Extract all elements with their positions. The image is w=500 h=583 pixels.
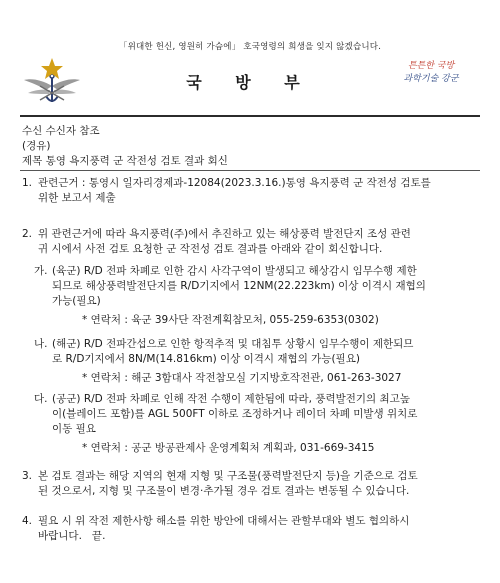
paragraph-line: 바랍니다. 끝.	[38, 530, 106, 542]
slogan-line-1: 튼튼한 국방	[407, 61, 455, 71]
paragraph-line: 로 R/D기지에서 8N/M(14.816km) 이상 이격시 재협의 가능(필요)	[52, 353, 360, 365]
paragraph-line: 되므로 해상풍력발전단지를 R/D기지에서 12NM(22.223km) 이상 이격시 재협의	[52, 280, 426, 292]
contact-line: * 연락처 : 육군 39사단 작전계획참모처, 055-259-6353(0302)	[82, 314, 379, 326]
memorial-motto: 「위대한 헌신, 영원히 가슴에」 호국영령의 희생을 잊지 않겠습니다.	[118, 42, 382, 52]
paragraph-3	[22, 469, 482, 499]
paragraph-4	[22, 514, 482, 544]
paragraph-line: 이(블레이드 포함)를 AGL 500FT 이하로 조정하거나 레이더 차폐 미발생 위치로	[52, 408, 418, 420]
contact-line: * 연락처 : 공군 방공관제사 운영계획처 계획과, 031-669-3415	[82, 442, 375, 454]
paragraph-line: 본 검토 결과는 해당 지역의 현재 지형 및 구조물(풍력발전단지 등)을 기준으로 검토	[38, 470, 418, 482]
slogan	[396, 60, 466, 86]
subparagraph-number: 가.	[34, 265, 48, 277]
paragraph-line: 이동 필요	[52, 423, 96, 435]
paragraph-line: 관련근거 : 통영시 일자리경제과-12084(2023.3.16.)통영 욕지풍력 군 작전성 검토를	[38, 177, 431, 189]
paragraph-line: 된 것으로서, 지형 및 구조물이 변경·추가될 경우 검토 결과는 변동될 수 있습니다.	[38, 485, 410, 497]
subparagraph-number: 나.	[34, 338, 48, 350]
subparagraph-ga	[34, 264, 484, 328]
subparagraph-number: 다.	[34, 393, 48, 405]
paragraph-line: (육군) R/D 전파 차폐로 인한 감시 사각구역이 발생되고 해상감시 임무수행 제한	[52, 265, 417, 277]
paragraph-line: 위 관련근거에 따라 욕지풍력(주)에서 추진하고 있는 해상풍력 발전단지 조성 관련	[38, 228, 411, 240]
subject-divider	[20, 170, 480, 171]
paragraph-line: 귀 시에서 사전 검토 요청한 군 작전성 검토 결과를 아래와 같이 회신합니다.	[38, 243, 383, 255]
paragraph-number: 2.	[22, 228, 33, 240]
paragraph-1	[22, 176, 482, 206]
paragraph-line: (해군) R/D 전파간섭으로 인한 항적추적 및 대침투 상황시 임무수행이 제한되므	[52, 338, 414, 350]
recipient-line: 수신 수신자 참조	[22, 125, 100, 137]
paragraph-number: 1.	[22, 177, 33, 189]
subparagraph-da	[34, 392, 484, 456]
contact-line: * 연락처 : 해군 3함대사 작전참모실 기지방호작전관, 061-263-3027	[82, 372, 402, 384]
organization-name: 국 방 부	[186, 73, 314, 92]
paragraph-line: 필요 시 위 작전 제한사항 해소를 위한 방안에 대해서는 관할부대와 별도 협의하시	[38, 515, 410, 527]
slogan-line-2: 과학기술 강군	[403, 74, 459, 84]
via-line: (경유)	[22, 140, 51, 152]
header-divider	[20, 115, 480, 117]
paragraph-number: 3.	[22, 470, 33, 482]
subject-line: 제목 통영 욕지풍력 군 작전성 검토 결과 회신	[22, 155, 228, 167]
paragraph-line: (공군) R/D 전파 차폐로 인해 작전 수행이 제한됨에 따라, 풍력발전기의 최고높	[52, 393, 410, 405]
paragraph-line: 가능(필요)	[52, 295, 101, 307]
paragraph-2	[22, 227, 482, 257]
subparagraph-na	[34, 337, 484, 386]
paragraph-number: 4.	[22, 515, 33, 527]
paragraph-line: 위한 보고서 제출	[38, 192, 116, 204]
